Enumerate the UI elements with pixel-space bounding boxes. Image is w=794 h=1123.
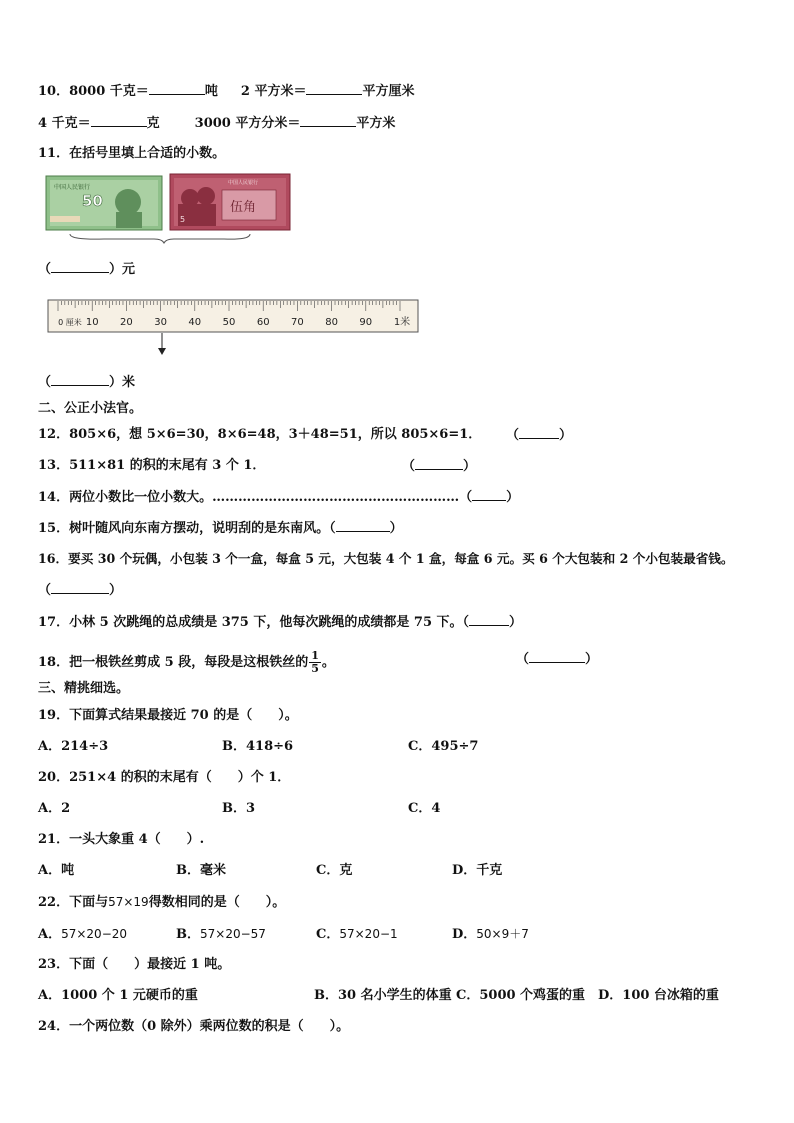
fraction-one-fifth: $\frac{1}{5}$ xyxy=(311,649,319,675)
answer-blank[interactable] xyxy=(91,114,147,127)
q24: 24．一个两位数（0 除外）乘两位数的积是（ ）。 xyxy=(38,1019,350,1034)
q11-answer2: （ ）米 xyxy=(38,375,136,390)
ruler-tick-label: 1米 xyxy=(393,317,411,328)
q11-answer1: （ ）元 xyxy=(38,262,136,277)
q13-paren[interactable]: （ ） xyxy=(402,459,477,474)
ruler-tick-label: 40 xyxy=(188,317,202,328)
answer-blank[interactable] xyxy=(469,613,509,626)
section-2-heading: 二、公正小法官。 xyxy=(38,401,143,416)
q15: 15．树叶随风向东南方摆动，说明刮的是东南风。（ ） xyxy=(38,521,403,536)
answer-blank[interactable] xyxy=(306,82,362,95)
q10-line2: 4 千克＝ 克 3000 平方分米＝ 平方米 xyxy=(38,116,396,131)
pointer-arrow-icon xyxy=(158,348,166,355)
q11-title: 11．在括号里填上合适的小数。 xyxy=(38,146,226,161)
answer-blank[interactable] xyxy=(336,519,390,532)
q21-option-c[interactable]: C．克 xyxy=(316,863,353,878)
ruler-tick-label: 90 xyxy=(359,317,373,328)
answer-blank[interactable] xyxy=(300,114,356,127)
svg-text:中国人民银行: 中国人民银行 xyxy=(228,180,259,186)
q20-option-a[interactable]: A．2 xyxy=(38,801,71,816)
q20-option-c[interactable]: C．4 xyxy=(408,801,441,816)
q22-option-d[interactable]: D．50×9＋7 xyxy=(452,927,529,942)
q20: 20．251×4 的积的末尾有（ ）个 1． xyxy=(38,770,291,785)
q12: 12．805×6，想 5×6=30，8×6=48，3＋48=51，所以 805×6=1． xyxy=(38,427,482,442)
q21-option-d[interactable]: D．千克 xyxy=(452,863,503,878)
q22-option-a[interactable]: A．57×20−20 xyxy=(38,927,128,942)
q18-paren[interactable]: （ ） xyxy=(516,652,599,667)
fifty-yuan-note xyxy=(46,176,162,230)
ruler-tick-label: 50 xyxy=(222,317,236,328)
five-jiao-note xyxy=(170,174,290,230)
svg-text:伍角: 伍角 xyxy=(230,200,257,215)
svg-text:50: 50 xyxy=(82,192,103,210)
q13: 13．511×81 的积的末尾有 3 个 1． xyxy=(38,458,266,473)
q20-option-b[interactable]: B．3 xyxy=(222,801,256,816)
ruler-tick-label: 10 xyxy=(85,317,99,328)
q23: 23．下面（ ）最接近 1 吨。 xyxy=(38,957,231,972)
ruler-tick-label: 70 xyxy=(291,317,304,328)
ruler-tick-label: 60 xyxy=(256,317,270,328)
q21: 21．一头大象重 4（ ）. xyxy=(38,832,205,847)
ruler-tick-label: 20 xyxy=(120,317,133,328)
q16: 16．要买 30 个玩偶，小包装 3 个一盒，每盒 5 元，大包装 4 个 1 盒，每盒 6 元。买 6 个大包装和 2 个小包装最省钱。 xyxy=(38,551,734,566)
answer-blank[interactable] xyxy=(472,488,506,501)
svg-text:中国人民银行: 中国人民银行 xyxy=(54,184,91,191)
section-3-heading: 三、精挑细选。 xyxy=(38,681,130,696)
banknotes-image xyxy=(44,172,294,244)
q14: 14．两位小数比一位小数大。…………………………………………………（ ） xyxy=(38,490,520,505)
q17: 17．小林 5 次跳绳的总成绩是 375 下，他每次跳绳的成绩都是 75 下。（ ） xyxy=(38,615,523,630)
q21-option-a[interactable]: A．吨 xyxy=(38,863,75,878)
answer-blank[interactable] xyxy=(51,260,109,273)
ruler-image xyxy=(44,296,424,358)
q19-option-b[interactable]: B．418÷6 xyxy=(222,739,294,754)
q10-line1: 10．8000 千克＝ 吨 2 平方米＝ 平方厘米 xyxy=(38,84,415,99)
q22: 22．下面与57×19得数相同的是（ ）。 xyxy=(38,895,286,910)
q23-option-c[interactable]: C．5000 个鸡蛋的重 xyxy=(456,988,586,1003)
ruler-tick-label: 30 xyxy=(154,317,167,328)
svg-text:5: 5 xyxy=(180,215,186,224)
brace-icon xyxy=(70,234,250,243)
q22-option-b[interactable]: B．57×20−57 xyxy=(176,927,266,942)
q21-option-b[interactable]: B．毫米 xyxy=(176,863,226,878)
q23-option-b[interactable]: B．30 名小学生的体重 xyxy=(314,988,452,1003)
q19-option-c[interactable]: C．495÷7 xyxy=(408,739,479,754)
q19-option-a[interactable]: A．214÷3 xyxy=(38,739,109,754)
answer-blank[interactable] xyxy=(149,82,205,95)
q18: 18．把一根铁丝剪成 5 段，每段是这根铁丝的 $\frac{1}{5}$ 。 xyxy=(38,649,335,675)
ruler-tick-label: 0 厘米 xyxy=(58,318,82,327)
q12-paren[interactable]: （ ） xyxy=(506,428,573,443)
answer-blank[interactable] xyxy=(51,373,109,386)
q19: 19．下面算式结果最接近 70 的是（ ）。 xyxy=(38,708,298,723)
q23-option-d[interactable]: D．100 台冰箱的重 xyxy=(598,988,719,1003)
q16-paren[interactable]: （ ） xyxy=(38,583,123,598)
q23-option-a[interactable]: A．1000 个 1 元硬币的重 xyxy=(38,988,198,1003)
ruler-tick-label: 80 xyxy=(325,317,338,328)
q22-option-c[interactable]: C．57×20−1 xyxy=(316,927,398,942)
